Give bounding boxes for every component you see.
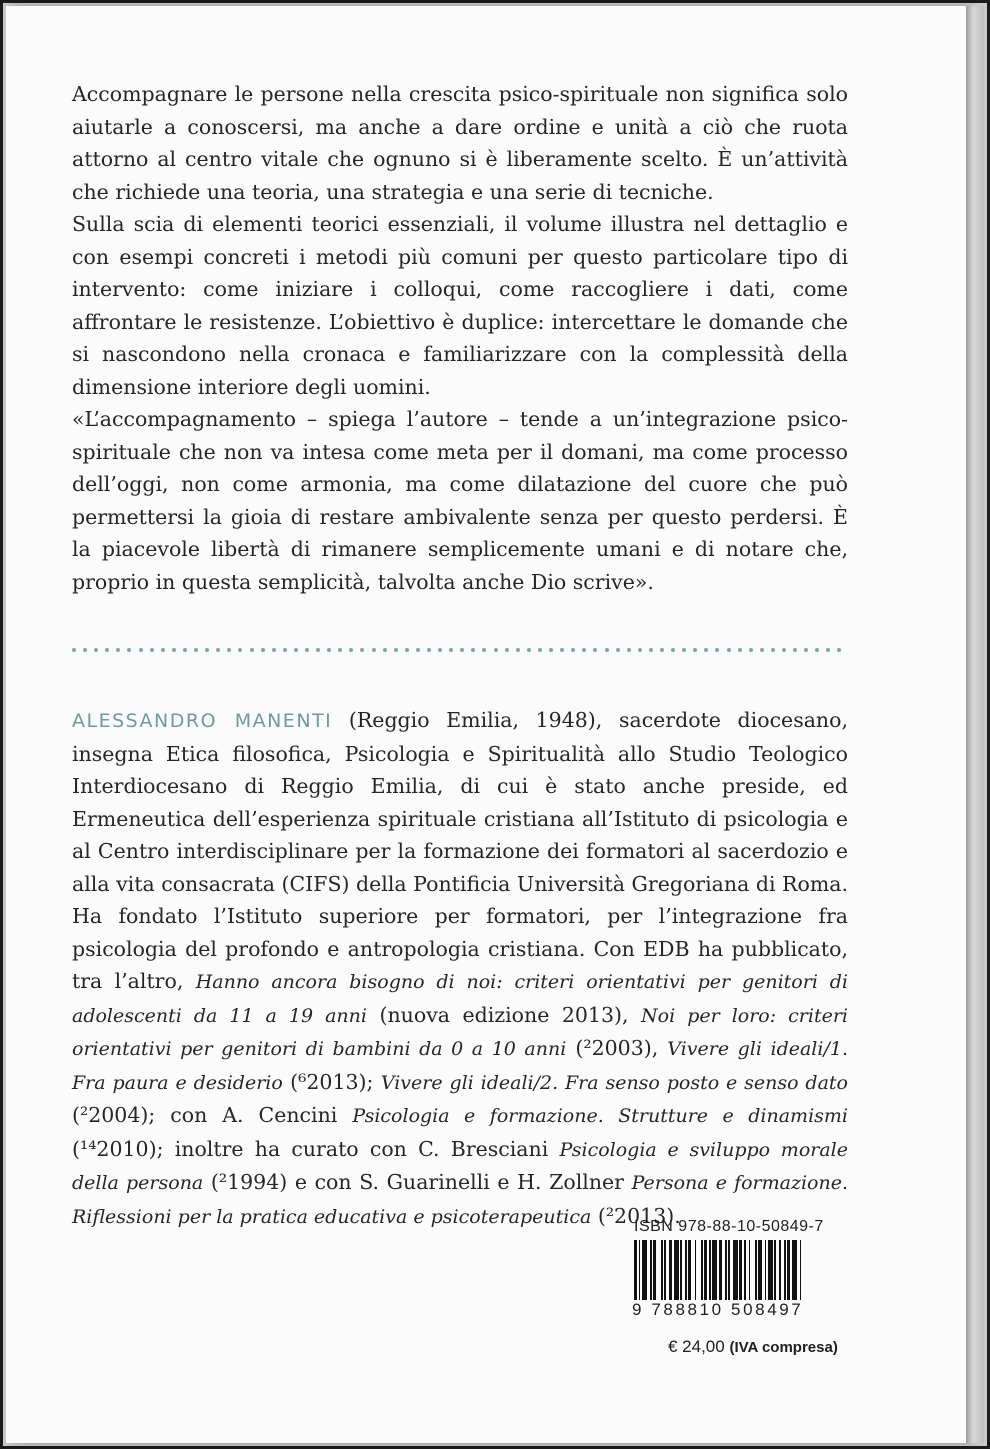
divider-dot — [804, 648, 808, 652]
price — [668, 1337, 838, 1357]
divider-dot — [238, 648, 242, 652]
divider-dot — [449, 648, 453, 652]
divider-dot — [127, 648, 131, 652]
divider-dot — [616, 648, 620, 652]
divider-dot — [216, 648, 220, 652]
divider-dot — [416, 648, 420, 652]
divider-dot — [560, 648, 564, 652]
author-name: ALESSANDRO MANENTI — [72, 710, 333, 732]
divider-dot — [427, 648, 431, 652]
book-title-7: Persona e formazione. Riflessioni per la pratica educativa e psicoterapeutica — [72, 1172, 849, 1228]
book-title-6: Psicologia e sviluppo morale della persona — [72, 1138, 848, 1194]
divider-dot — [438, 648, 442, 652]
divider-dot — [571, 648, 575, 652]
divider-dot — [538, 648, 542, 652]
divider-dot — [405, 648, 409, 652]
divider-dot — [394, 648, 398, 652]
divider-dot — [105, 648, 109, 652]
divider-dot — [826, 648, 830, 652]
divider-dot — [593, 648, 597, 652]
bio-text-2: (nuova edizione 2013), — [366, 1002, 642, 1027]
divider-dot — [815, 648, 819, 652]
divider-dot — [793, 648, 797, 652]
divider-dot — [693, 648, 697, 652]
divider-dot — [727, 648, 731, 652]
divider-dot — [283, 648, 287, 652]
divider-dot — [605, 648, 609, 652]
divider-dot — [327, 648, 331, 652]
divider-dot — [372, 648, 376, 652]
book-title-1: Hanno ancora bisogno di noi: criteri orientativi per genitori di adolescenti da 11 a 19 anni — [72, 971, 849, 1027]
divider-dot — [227, 648, 231, 652]
divider-dot — [704, 648, 708, 652]
divider-dot — [527, 648, 531, 652]
price-amount: € 24,00 — [668, 1337, 725, 1356]
divider-dot — [316, 648, 320, 652]
author-bio-paragraph — [72, 704, 848, 1233]
divider-dot — [760, 648, 764, 652]
divider-dot — [272, 648, 276, 652]
divider-dot — [338, 648, 342, 652]
divider-dot — [516, 648, 520, 652]
divider-dot — [250, 648, 254, 652]
divider-dot — [205, 648, 209, 652]
divider-dot — [671, 648, 675, 652]
divider-dot — [837, 648, 841, 652]
divider-dot — [161, 648, 165, 652]
book-title-5: Psicologia e formazione. Strutture e dinamismi — [352, 1105, 848, 1127]
divider-dot — [494, 648, 498, 652]
divider-dot — [305, 648, 309, 652]
divider-dot — [116, 648, 120, 652]
book-title-3: Vivere gli ideali/1. Fra paura e desiderio — [72, 1038, 848, 1094]
author-bio — [72, 704, 848, 1233]
bio-text-1: (Reggio Emilia, 1948), sacerdote diocesano, insegna Etica filosofica, Psicologia e Spiritualità allo Studio Teologico Interdiocesano di Reggio Emilia, di cui è stato anche preside, ed Ermeneutica dell’esperienza spirituale cristiana all’Istituto di psicologia e al Centro interdisciplinare per la formazione dei formatori al sacerdozio e alla vita consacrata (CIFS) della Pontificia Università Gregoriana di Roma. Ha fondato l’Istituto superiore per formatori, per l’integrazione fra psicologia del profondo e antropologia cristiana. Con EDB ha pubblicato, tra l’altro, — [72, 708, 848, 993]
divider-dot — [383, 648, 387, 652]
divider-dot — [150, 648, 154, 652]
dotted-divider — [72, 645, 842, 655]
divider-dot — [660, 648, 664, 652]
divider-dot — [172, 648, 176, 652]
book-spine-edge — [966, 6, 984, 1443]
divider-dot — [627, 648, 631, 652]
divider-dot — [638, 648, 642, 652]
divider-dot — [505, 648, 509, 652]
price-tax-note: (IVA compresa) — [729, 1339, 838, 1356]
barcode-image — [634, 1240, 850, 1300]
bio-text-3: (²2003), — [566, 1036, 668, 1060]
divider-dot — [738, 648, 742, 652]
divider-dot — [183, 648, 187, 652]
divider-dot — [349, 648, 353, 652]
divider-dot — [360, 648, 364, 652]
divider-dot — [749, 648, 753, 652]
blurb-paragraph-2: Sulla scia di elementi teorici essenziali, il volume illustra nel dettaglio e con esempi concreti i metodi più comuni per questo particolare tipo di intervento: come iniziare i colloqui, come raccogliere i dati, come affrontare le resistenze. L’obiettivo è duplice: intercettare le domande che si nascondono nella cronaca e familiarizzare con la complessità della dimensione interiore degli uomini. — [72, 212, 848, 399]
book-title-2: Noi per loro: criteri orientativi per genitori di bambini da 0 a 10 anni — [72, 1004, 848, 1060]
bio-text-6: (¹⁴2010); inoltre ha curato con C. Bresciani — [72, 1136, 560, 1161]
divider-dot — [649, 648, 653, 652]
divider-dot — [194, 648, 198, 652]
divider-dot — [471, 648, 475, 652]
isbn-label: ISBN 978-88-10-50849-7 — [634, 1218, 824, 1235]
bio-text-5: (²2004); con A. Cencini — [72, 1103, 353, 1127]
divider-dot — [482, 648, 486, 652]
divider-dot — [139, 648, 143, 652]
divider-dot — [715, 648, 719, 652]
divider-dot — [682, 648, 686, 652]
divider-dot — [94, 648, 98, 652]
divider-dot — [460, 648, 464, 652]
divider-dot — [83, 648, 87, 652]
bio-text-4: (⁶2013); — [282, 1069, 381, 1094]
divider-dot — [582, 648, 586, 652]
divider-dot — [782, 648, 786, 652]
divider-dot — [549, 648, 553, 652]
blurb-text — [72, 78, 848, 598]
bio-text-8: (²2013). — [591, 1203, 681, 1228]
divider-dot — [72, 648, 76, 652]
blurb-paragraph-3: «L’accompagnamento – spiega l’autore – tende a un’integrazione psico-spirituale che non va intesa come meta per il domani, ma come processo dell’oggi, non come armonia, ma come dilatazione del cuore che può permettersi la gioia di restare ambivalente senza per questo perdersi. È la piacevole libertà di rimanere semplicemente umani e di notare che, proprio in questa semplicità, talvolta anche Dio scrive». — [72, 407, 848, 594]
divider-dot — [771, 648, 775, 652]
book-title-4: Vivere gli ideali/2. Fra senso posto e senso dato — [380, 1071, 848, 1094]
bio-text-7: (²1994) e con S. Guarinelli e H. Zollner — [203, 1170, 632, 1194]
barcode-digits: 9 788810 508497 — [632, 1300, 804, 1319]
divider-dot — [261, 648, 265, 652]
blurb-paragraph-1: Accompagnare le persone nella crescita psico-spirituale non significa solo aiutarle a conoscersi, ma anche a dare ordine e unità a ciò che ruota attorno al centro vitale che ognuno si è liberamente scelto. È un’attività che richiede una teoria, una strategia e una serie di tecniche. — [72, 82, 848, 204]
divider-dot — [294, 648, 298, 652]
